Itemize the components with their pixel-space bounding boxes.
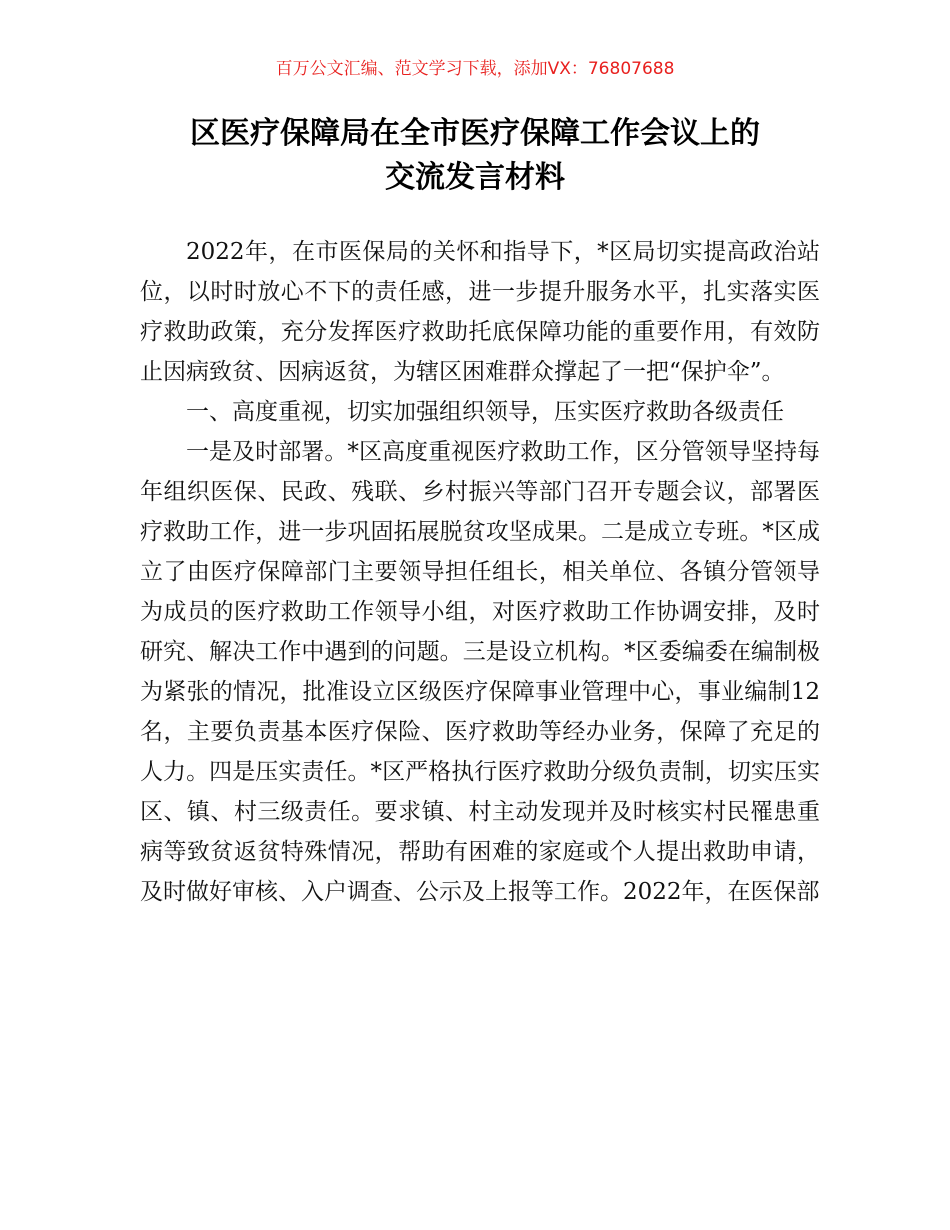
paragraph-section-1: 一是及时部署。*区高度重视医疗救助工作，区分管领导坚持每年组织医保、民政、残联、乡村振兴等部门召开专题会议，部署医疗救助工作，进一步巩固拓展脱贫攻坚成果。二是成立专班。*区成立了由医疗保障部门主要领导担任组长，相关单位、各镇分管领导为成员的医疗救助工作领导小组，对医疗救助工作协调安排，及时研究、解决工作中遇到的问题。三是设立机构。*区委编委在编制极为紧张的情况，批准设立区级医疗保障事业管理中心，事业编制12名，主要负责基本医疗保险、医疗救助等经办业务，保障了充足的人力。四是压实责任。*区严格执行医疗救助分级负责制，切实压实区、镇、村三级责任。要求镇、村主动发现并及时核实村民罹患重病等致贫返贫特殊情况，帮助有困难的家庭或个人提出救助申请，及时做好审核、入户调查、公示及上报等工作。2022年，在医保部 [140, 439, 820, 905]
section-heading-1: 一、高度重视，切实加强组织领导，压实医疗救助各级责任 [186, 399, 784, 425]
paragraph-intro: 2022年，在市医保局的关怀和指导下，*区局切实提高政治站位，以时时放心不下的责任感，进一步提升服务水平，扎实落实医疗救助政策，充分发挥医疗救助托底保障功能的重要作用，有效防止因病致贫、因病返贫，为辖区困难群众撑起了一把“保护伞”。 [140, 239, 820, 385]
document-title [100, 112, 850, 200]
title-line-1: 区医疗保障局在全市医疗保障工作会议上的 [190, 116, 760, 151]
document-body [140, 232, 820, 912]
header-watermark-note: 百万公文汇编、范文学习下载，添加VX：76807688 [275, 59, 675, 79]
title-line-2: 交流发言材料 [385, 160, 565, 195]
